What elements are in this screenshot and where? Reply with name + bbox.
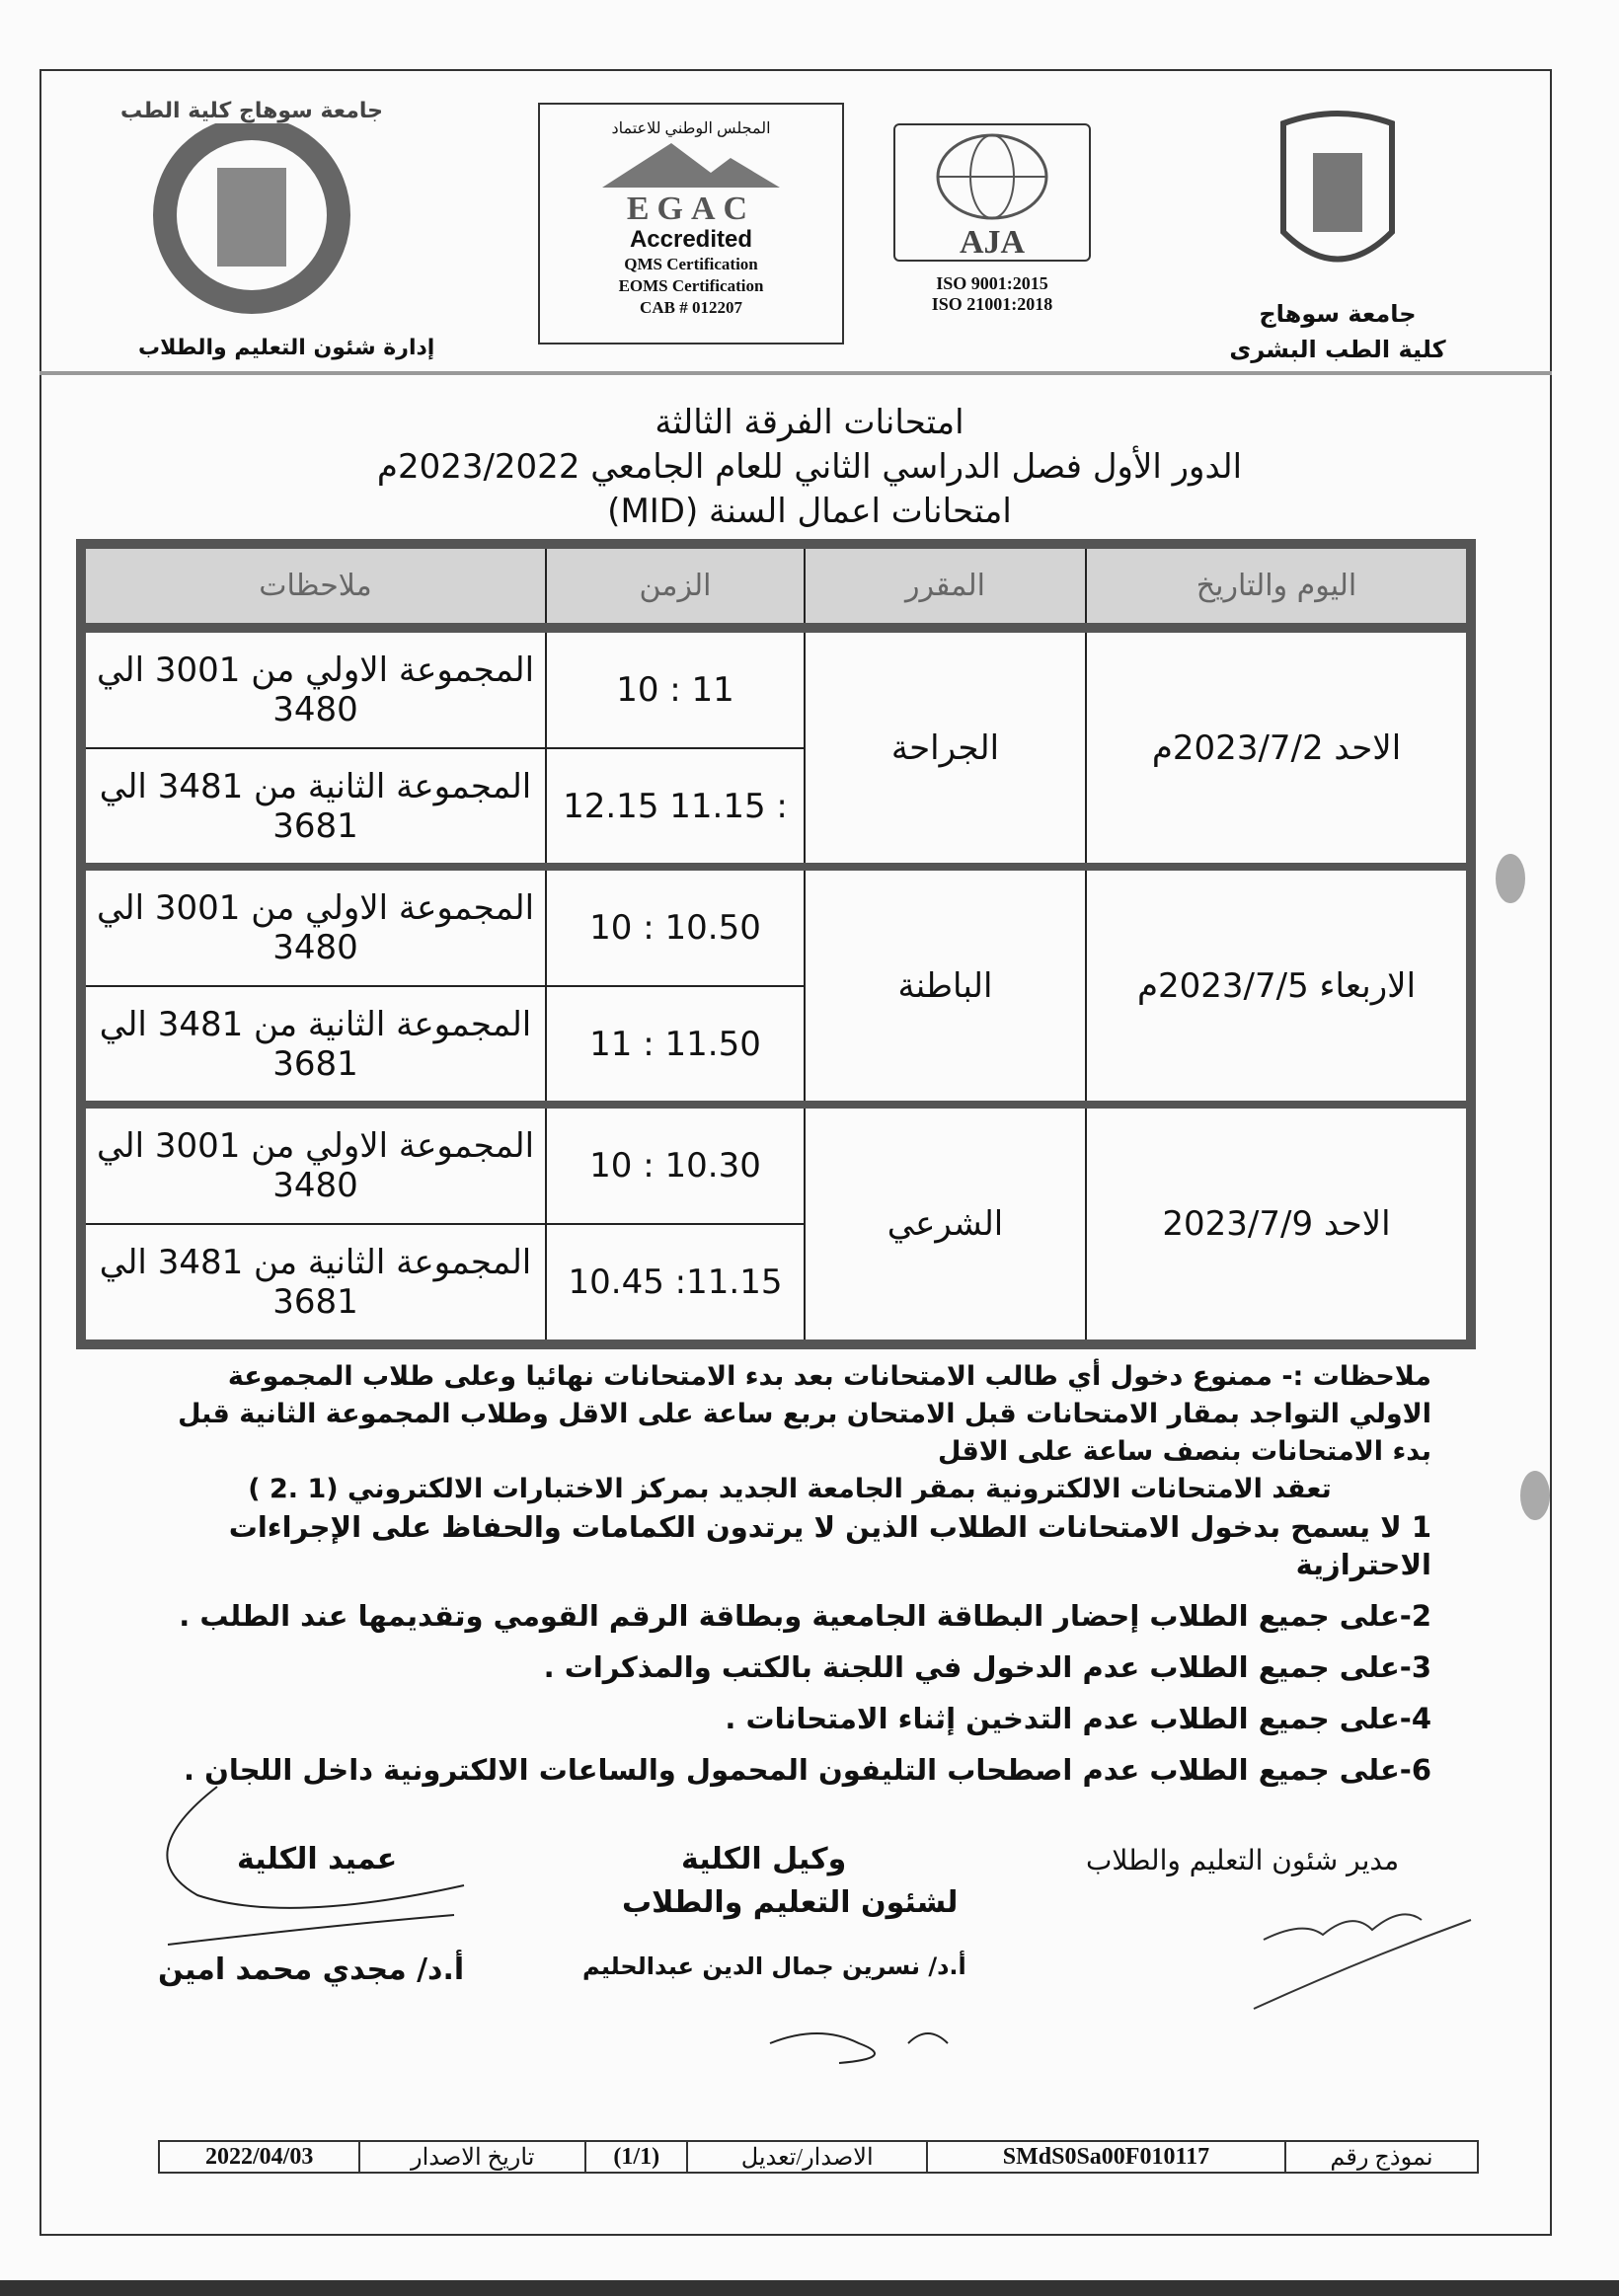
form-number-label: نموذج رقم xyxy=(1285,2141,1478,2173)
form-number: SMdS0Sa00F010117 xyxy=(927,2141,1285,2173)
vice-dean-name: أ.د/ نسرين جمال الدين عبدالحليم xyxy=(582,1952,966,1980)
rule-item: 6-على جميع الطلاب عدم اصطحاب التليفون المحمول والساعات الالكترونية داخل اللجان . xyxy=(183,1753,1431,1787)
rule-item: 2-على جميع الطلاب إحضار البطاقة الجامعية وبطاقة الرقم القومي وتقديمها عند الطلب . xyxy=(179,1599,1431,1633)
aja-logo xyxy=(884,123,1101,321)
aja-name: AJA xyxy=(959,224,1026,261)
notes-section xyxy=(148,1358,1431,1789)
director-signature xyxy=(1244,1890,1481,2019)
issue-date-label: تاريخ الاصدار xyxy=(359,2141,585,2173)
vice-dean-department: لشئون التعليم والطلاب xyxy=(622,1885,959,1920)
course-cell: الجراحة xyxy=(805,628,1086,867)
aja-iso-21001: ISO 21001:2018 xyxy=(931,294,1053,314)
version-label: الاصدار/تعديل xyxy=(687,2141,927,2173)
table-header-row xyxy=(81,544,1471,628)
faculty-logo-text: جامعة سوهاج كلية الطب xyxy=(118,99,385,123)
header-date: اليوم والتاريخ xyxy=(1086,544,1471,628)
egac-line: CAB # 012207 xyxy=(640,298,742,317)
header-divider xyxy=(39,371,1552,375)
date-cell: الاحد 2023/7/9 xyxy=(1086,1105,1471,1344)
exam-schedule-table xyxy=(76,539,1476,1349)
time-cell: 10.30 : 10 xyxy=(546,1105,805,1224)
note-cell: المجموعة الاولي من 3001 الي 3480 xyxy=(81,1105,546,1224)
notes-electronic: تعقد الامتحانات الالكترونية بمقر الجامعة الجديد بمركز الاختبارات الالكتروني (1 .2 ) xyxy=(248,1474,1332,1504)
note-cell: المجموعة الاولي من 3001 الي 3480 xyxy=(81,628,546,748)
rule-item: 3-على جميع الطلاب عدم الدخول في اللجنة بالكتب والمذكرات . xyxy=(543,1650,1431,1684)
punch-hole xyxy=(1520,1471,1550,1520)
egac-council: المجلس الوطني للاعتماد xyxy=(611,120,771,137)
title-term: الدور الأول فصل الدراسي الثاني للعام الجامعي 2023/2022م xyxy=(376,447,1243,487)
note-cell: المجموعة الثانية من 3481 الي 3681 xyxy=(81,1224,546,1344)
university-logo xyxy=(1264,104,1412,286)
dean-signature xyxy=(138,1777,474,1974)
faculty-name: كلية الطب البشرى xyxy=(1229,336,1446,363)
time-cell: 11.50 : 11 xyxy=(546,986,805,1106)
title-mid: امتحانات اعمال السنة (MID) xyxy=(607,492,1012,531)
table-row xyxy=(81,628,1471,748)
rule-item: 1 لا يسمح بدخول الامتحانات الطلاب الذين لا يرتدون الكمامات والحفاظ على الإجراءات الاحترازية xyxy=(228,1510,1431,1581)
header-time: الزمن xyxy=(546,544,805,628)
course-cell: الشرعي xyxy=(805,1105,1086,1344)
time-cell: 11 : 10 xyxy=(546,628,805,748)
time-cell: 11.15: 10.45 xyxy=(546,1224,805,1344)
rule-item: 4-على جميع الطلاب عدم التدخين إثناء الامتحانات . xyxy=(725,1702,1431,1735)
table-row xyxy=(81,1105,1471,1224)
globe-icon xyxy=(895,125,1089,220)
version-value: (1/1) xyxy=(585,2141,687,2173)
title-year: امتحانات الفرقة الثالثة xyxy=(655,403,964,442)
course-cell: الباطنة xyxy=(805,867,1086,1105)
egac-name: EGAC xyxy=(626,191,756,227)
aja-iso-9001: ISO 9001:2015 xyxy=(936,273,1048,293)
time-cell: 10.50 : 10 xyxy=(546,867,805,986)
form-footer xyxy=(158,2140,1479,2174)
note-cell: المجموعة الثانية من 3481 الي 3681 xyxy=(81,986,546,1106)
notes-intro: ملاحظات :- ممنوع دخول أي طالب الامتحانات بعد بدء الامتحانات نهائيا وعلى طلاب المجموعة الاولي التواجد بمقار الامتحانات قبل الامتحان بربع ساعة على الاقل وطلاب المجموعة الثانية قبل بدء الامتحانات بنصف ساعة على الاقل xyxy=(178,1361,1431,1467)
dean-name: أ.د/ مجدي محمد امين xyxy=(158,1952,465,1987)
issue-date: 2022/04/03 xyxy=(159,2141,359,2173)
note-cell: المجموعة الاولي من 3001 الي 3480 xyxy=(81,867,546,986)
egac-status: Accredited xyxy=(629,226,753,253)
faculty-logo xyxy=(118,99,385,316)
egac-logo xyxy=(538,103,844,344)
header-course: المقرر xyxy=(805,544,1086,628)
director-title: مدير شئون التعليم والطلاب xyxy=(1086,1844,1400,1876)
header-notes: ملاحظات xyxy=(81,544,546,628)
scan-edge xyxy=(0,2280,1619,2296)
date-cell: الاربعاء 2023/7/5م xyxy=(1086,867,1471,1105)
punch-hole xyxy=(1496,854,1525,903)
faculty-logo-crescent xyxy=(118,99,385,316)
vice-dean-signature xyxy=(760,2004,977,2073)
mountain-icon xyxy=(592,138,790,188)
vice-dean-title: وكيل الكلية xyxy=(681,1842,847,1876)
egac-line: EOMS Certification xyxy=(618,276,764,295)
time-cell: : 11.15 12.15 xyxy=(546,748,805,868)
note-cell: المجموعة الثانية من 3481 الي 3681 xyxy=(81,748,546,868)
egac-line: QMS Certification xyxy=(624,255,758,273)
date-cell: الاحد 2023/7/2م xyxy=(1086,628,1471,867)
table-row xyxy=(81,867,1471,986)
dean-title: عميد الكلية xyxy=(237,1842,398,1876)
admin-department-label: إدارة شئون التعليم والطلاب xyxy=(138,336,435,360)
university-name: جامعة سوهاج xyxy=(1259,300,1417,328)
